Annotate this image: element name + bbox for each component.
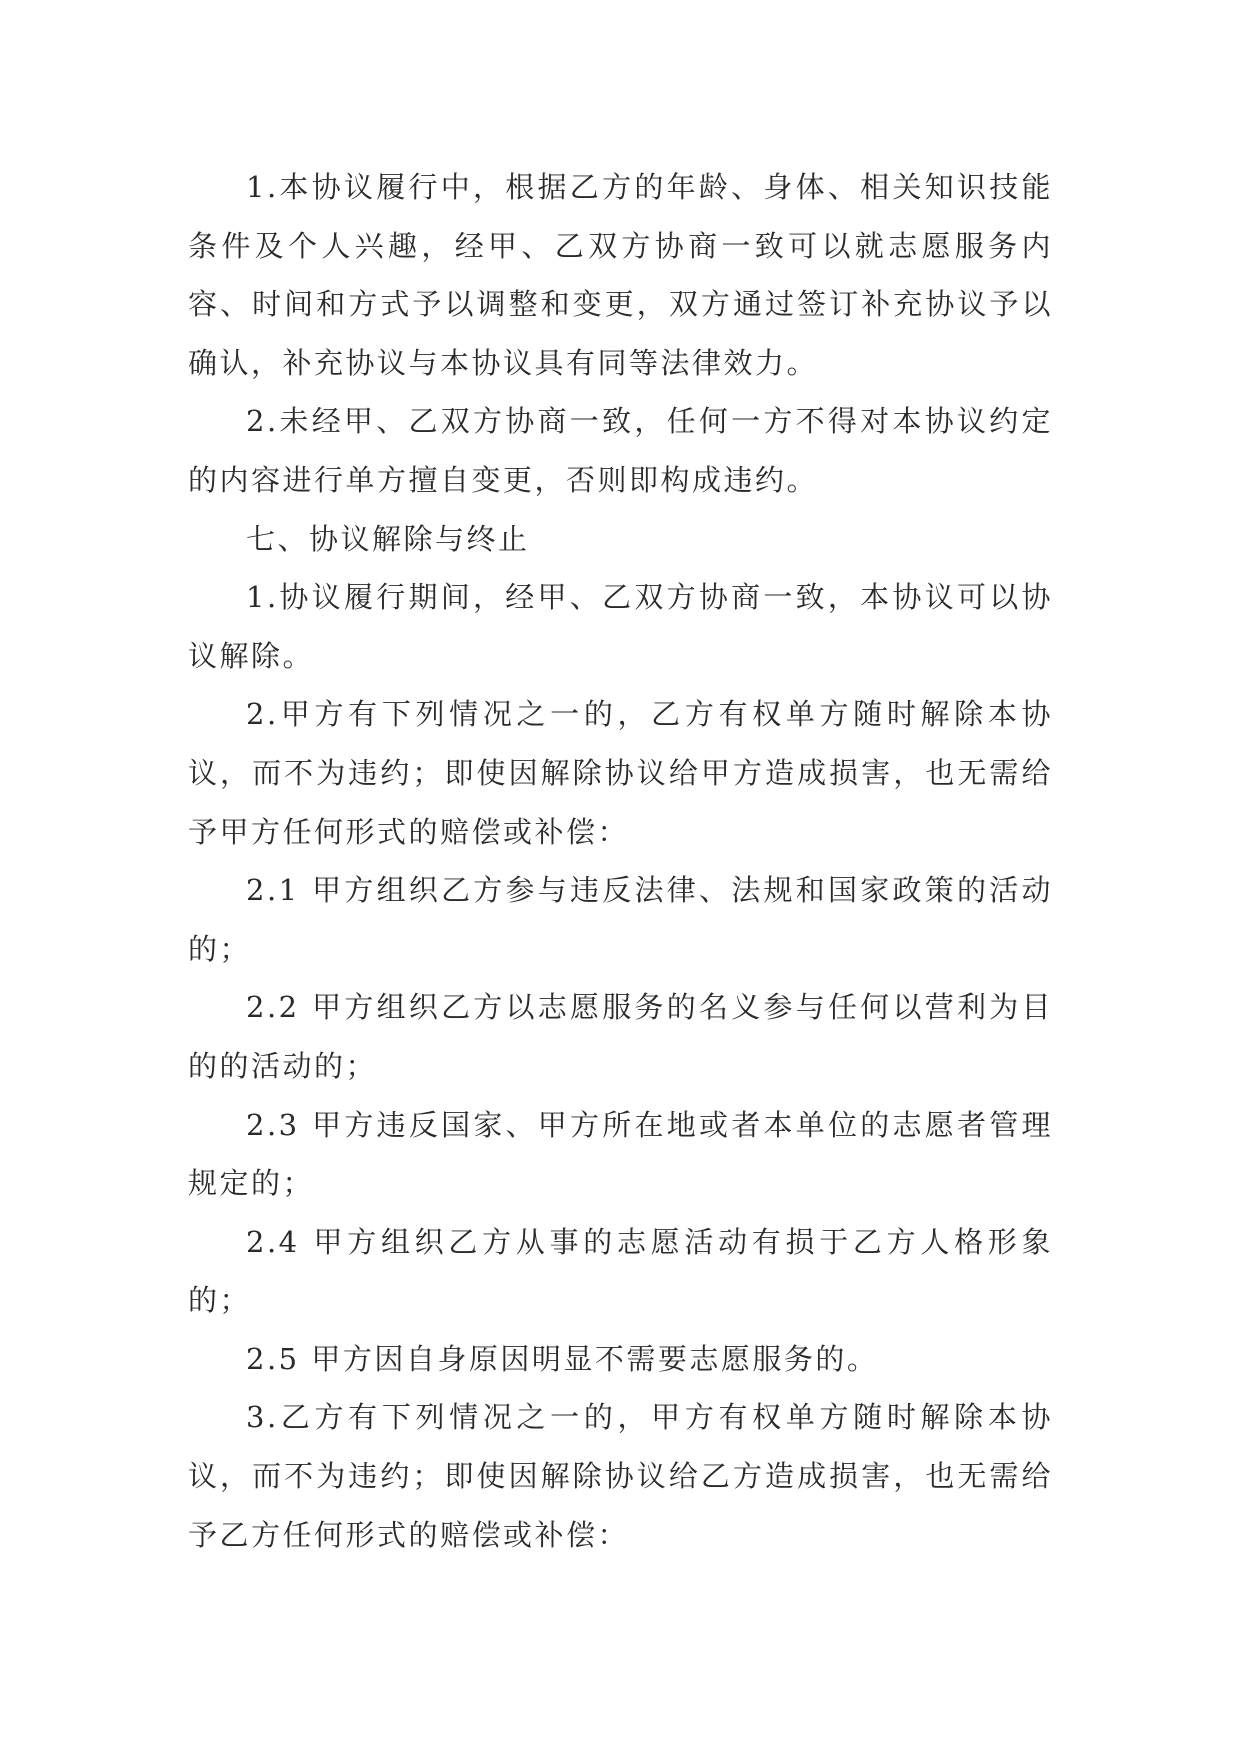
paragraph-clause-2-5: 2.5 甲方因自身原因明显不需要志愿服务的。 — [246, 1341, 879, 1376]
paragraph-party-a-termination-right: 3.乙方有下列情况之一的，甲方有权单方随时解除本协议，而不为违约；即使因解除协议给乙方造成损害，也无需给予乙方任何形式的赔偿或补偿： — [188, 1400, 1053, 1552]
paragraph-clause-2-4: 2.4 甲方组织乙方从事的志愿活动有损于乙方人格形象的； — [188, 1224, 1053, 1318]
paragraph-party-b-termination-right: 2.甲方有下列情况之一的，乙方有权单方随时解除本协议，而不为违约；即使因解除协议给甲方造成损害，也无需给予甲方任何形式的赔偿或补偿： — [188, 697, 1053, 849]
paragraph-mutual-termination: 1.协议履行期间，经甲、乙双方协商一致，本协议可以协议解除。 — [188, 580, 1053, 673]
paragraph-adjustment-clause: 1.本协议履行中，根据乙方的年龄、身体、相关知识技能条件及个人兴趣，经甲、乙双方协商一致可以就志愿服务内容、时间和方式予以调整和变更，双方通过签订补充协议予以确认，补充协议与本协议具有同等法律效力。 — [188, 170, 1053, 380]
paragraph-clause-2-3: 2.3 甲方违反国家、甲方所在地或者本单位的志愿者管理规定的； — [188, 1107, 1053, 1201]
document-body — [188, 158, 1053, 1564]
paragraph-clause-2-2: 2.2 甲方组织乙方以志愿服务的名义参与任何以营利为目的的活动的； — [188, 990, 1053, 1083]
paragraph-no-unilateral-change: 2.未经甲、乙双方协商一致，任何一方不得对本协议约定的内容进行单方擅自变更，否则即构成违约。 — [188, 404, 1053, 497]
paragraph-clause-2-1: 2.1 甲方组织乙方参与违反法律、法规和国家政策的活动的； — [188, 873, 1053, 966]
section-heading-termination: 七、协议解除与终止 — [246, 521, 530, 556]
